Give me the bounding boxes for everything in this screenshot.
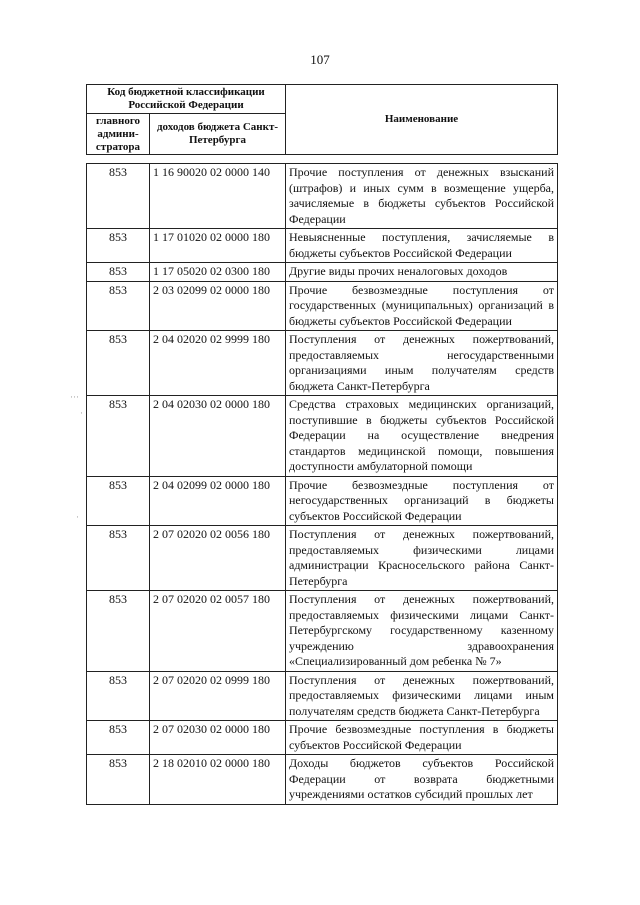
admin-code-cell: 853 [87,281,150,331]
name-column-header: Наименование [286,85,558,155]
admin-code-cell: 853 [87,331,150,396]
admin-code-cell: 853 [87,229,150,263]
table-row [87,526,558,591]
income-name-cell: Прочие поступления от денежных взысканий (штрафов) и иных сумм в возмещение ущерба, зачисляемые в бюджеты субъектов Российской Федерации [286,164,558,229]
table-row [87,281,558,331]
scan-margin-mark: · [76,512,79,522]
admin-code-cell: 853 [87,755,150,805]
income-name-cell: Поступления от денежных пожертвований, предоставляемых негосударственными организациями иным получателям средств бюджета Санкт-Петербурга [286,331,558,396]
income-code-cell: 2 04 02099 02 0000 180 [150,476,286,526]
income-name-cell: Невыясненные поступления, зачисляемые в бюджеты субъектов Российской Федерации [286,229,558,263]
income-code-cell: 2 03 02099 02 0000 180 [150,281,286,331]
income-code-cell: 2 07 02030 02 0000 180 [150,721,286,755]
admin-code-cell: 853 [87,396,150,477]
income-code-cell: 2 07 02020 02 0056 180 [150,526,286,591]
income-name-cell: Прочие безвозмездные поступления от государственных (муниципальных) организаций в бюджеты субъектов Российской Федерации [286,281,558,331]
table-row [87,591,558,672]
income-code-cell: 2 07 02020 02 0999 180 [150,671,286,721]
income-code-cell: 2 07 02020 02 0057 180 [150,591,286,672]
income-code-cell: 2 18 02010 02 0000 180 [150,755,286,805]
income-name-cell: Прочие безвозмездные поступления от негосударственных организаций в бюджеты субъектов Российской Федерации [286,476,558,526]
table-row [87,671,558,721]
income-code-cell: 2 04 02030 02 0000 180 [150,396,286,477]
income-code-cell: 1 16 90020 02 0000 140 [150,164,286,229]
table-row [87,164,558,229]
table-row [87,721,558,755]
income-name-cell: Поступления от денежных пожертвований, предоставляемых физическими лицами Санкт-Петербургскому государственному казенному учреждению здравоохранения «Специализированный дом ребенка № 7» [286,591,558,672]
admin-code-cell: 853 [87,263,150,282]
scan-margin-mark: · [80,408,83,418]
income-name-cell: Поступления от денежных пожертвований, предоставляемых физическими лицами иным получателям средств бюджета Санкт-Петербурга [286,671,558,721]
income-code-cell: 1 17 05020 02 0300 180 [150,263,286,282]
admin-code-cell: 853 [87,671,150,721]
income-name-cell: Другие виды прочих неналоговых доходов [286,263,558,282]
table-header [86,84,558,155]
code-group-header: Код бюджетной классификации Российской Федерации [87,85,286,114]
admin-code-cell: 853 [87,476,150,526]
table-row [87,229,558,263]
income-code-cell: 1 17 01020 02 0000 180 [150,229,286,263]
admin-column-header: главного админи-стратора [87,114,150,155]
income-name-cell: Доходы бюджетов субъектов Российской Федерации от возврата бюджетными учреждениями остатков субсидий прошлых лет [286,755,558,805]
admin-code-cell: 853 [87,591,150,672]
admin-code-cell: 853 [87,721,150,755]
table-row [87,331,558,396]
scan-margin-mark: ··· [70,392,79,402]
code-column-header: доходов бюджета Санкт-Петербурга [150,114,286,155]
income-codes-table [86,163,558,805]
income-code-cell: 2 04 02020 02 9999 180 [150,331,286,396]
table-row [87,755,558,805]
admin-code-cell: 853 [87,526,150,591]
page-number: 107 [310,52,330,67]
income-name-cell: Прочие безвозмездные поступления в бюджеты субъектов Российской Федерации [286,721,558,755]
income-name-cell: Средства страховых медицинских организаций, поступившие в бюджеты субъектов Российской Федерации на осуществление внедрения стандартов медицинской помощи, повышения доступности амбулаторной помощи [286,396,558,477]
table-row [87,476,558,526]
table-row [87,263,558,282]
table-row [87,396,558,477]
income-name-cell: Поступления от денежных пожертвований, предоставляемых физическими лицами администрации Красносельского района Санкт-Петербурга [286,526,558,591]
admin-code-cell: 853 [87,164,150,229]
